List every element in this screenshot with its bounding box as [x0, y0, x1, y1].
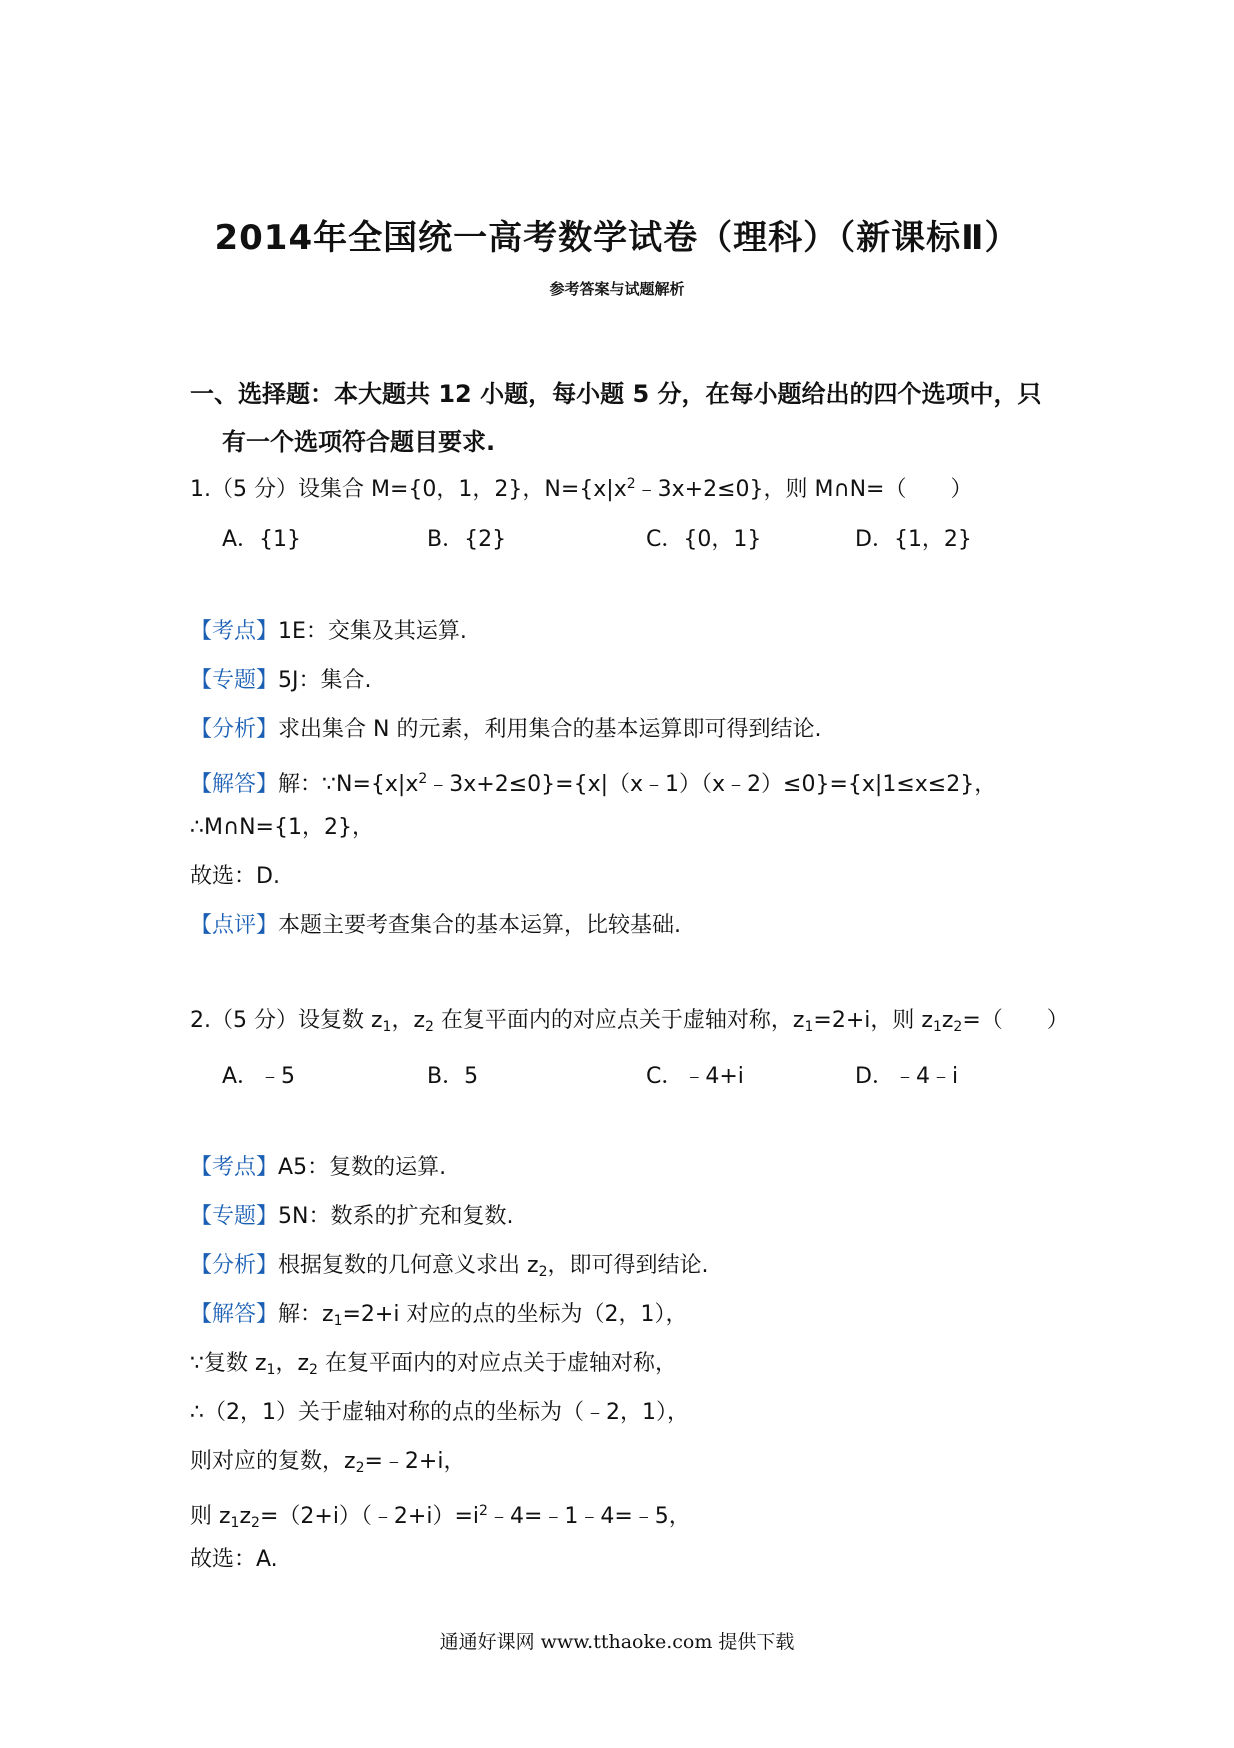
q2-option-d: D．﹣4﹣i — [855, 1064, 959, 1089]
q2-jieda-line3: ∴（2，1）关于虚轴对称的点的坐标为（﹣2，1）， — [190, 1400, 689, 1425]
q2-fenxi: 【分析】根据复数的几何意义求出 $z_2$，即可得到结论. — [190, 1253, 709, 1280]
q2-jieda: 【解答】解：$z_1=2+i$ 对应的点的坐标为（2，1）， — [190, 1302, 688, 1329]
q1-stem: 1.（5 分）设集合 M={0，1，2}，$N=\{x|x^2﹣3x+2\le 0\}$，则 M∩N=（ ） — [190, 476, 973, 502]
q2-option-c: C．﹣4+i — [646, 1064, 744, 1089]
q2-answer: 故选：A. — [190, 1547, 278, 1572]
q1-jieda-line2: ∴M∩N={1，2}， — [190, 815, 374, 840]
q1-zhuanti: 【专题】5J：集合. — [190, 668, 372, 693]
q1-option-a: A．{1} — [222, 527, 302, 552]
q1-option-b: B．{2} — [427, 527, 507, 552]
q2-option-b: B．5 — [427, 1064, 479, 1089]
q1-option-c: C．{0，1} — [646, 527, 762, 552]
q2-option-a: A．﹣5 — [222, 1064, 296, 1089]
q2-jieda-line5: 则 $z_1z_2=(2+i)(﹣2+i)=i^2﹣4=﹣1﹣4=﹣5$， — [190, 1503, 691, 1531]
page-subtitle: 参考答案与试题解析 — [549, 280, 685, 298]
q2-jieda-line2: ∵复数 $z_1$，$z_2$ 在复平面内的对应点关于虚轴对称， — [190, 1351, 677, 1378]
q2-kaodian: 【考点】A5：复数的运算. — [190, 1155, 447, 1180]
q1-kaodian: 【考点】1E：交集及其运算. — [190, 619, 467, 644]
footer-watermark: 通通好课网 www.tthaoke.com 提供下载 — [439, 1631, 795, 1653]
q1-fenxi: 【分析】求出集合 N 的元素，利用集合的基本运算即可得到结论. — [190, 717, 822, 742]
q1-dianping: 【点评】本题主要考查集合的基本运算，比较基础. — [190, 913, 682, 938]
q2-jieda-line4: 则对应的复数，$z_2=﹣2+i$， — [190, 1449, 466, 1476]
q2-stem: 2.（5 分）设复数 $z_1$，$z_2$ 在复平面内的对应点关于虚轴对称，$z_1=2+i$，则 $z_1z_2=$（ ） — [190, 1008, 1069, 1035]
section-heading-line1: 一、选择题：本大题共 12 小题，每小题 5 分，在每小题给出的四个选项中，只 — [190, 380, 1042, 408]
q1-option-d: D．{1，2} — [855, 527, 972, 552]
q1-jieda: 【解答】解：$\because N=\{x|x^2﹣3x+2\le 0\}=\{x|(x﹣1)(x﹣2)\le 0\}=\{x|1\le x\le 2\}$， — [190, 771, 997, 797]
q2-zhuanti: 【专题】5N：数系的扩充和复数. — [190, 1204, 514, 1229]
page-title: 2014年全国统一高考数学试卷（理科）（新课标Ⅱ） — [214, 218, 1020, 258]
q1-answer: 故选：D. — [190, 864, 280, 889]
section-heading-line2: 有一个选项符合题目要求. — [222, 428, 496, 456]
